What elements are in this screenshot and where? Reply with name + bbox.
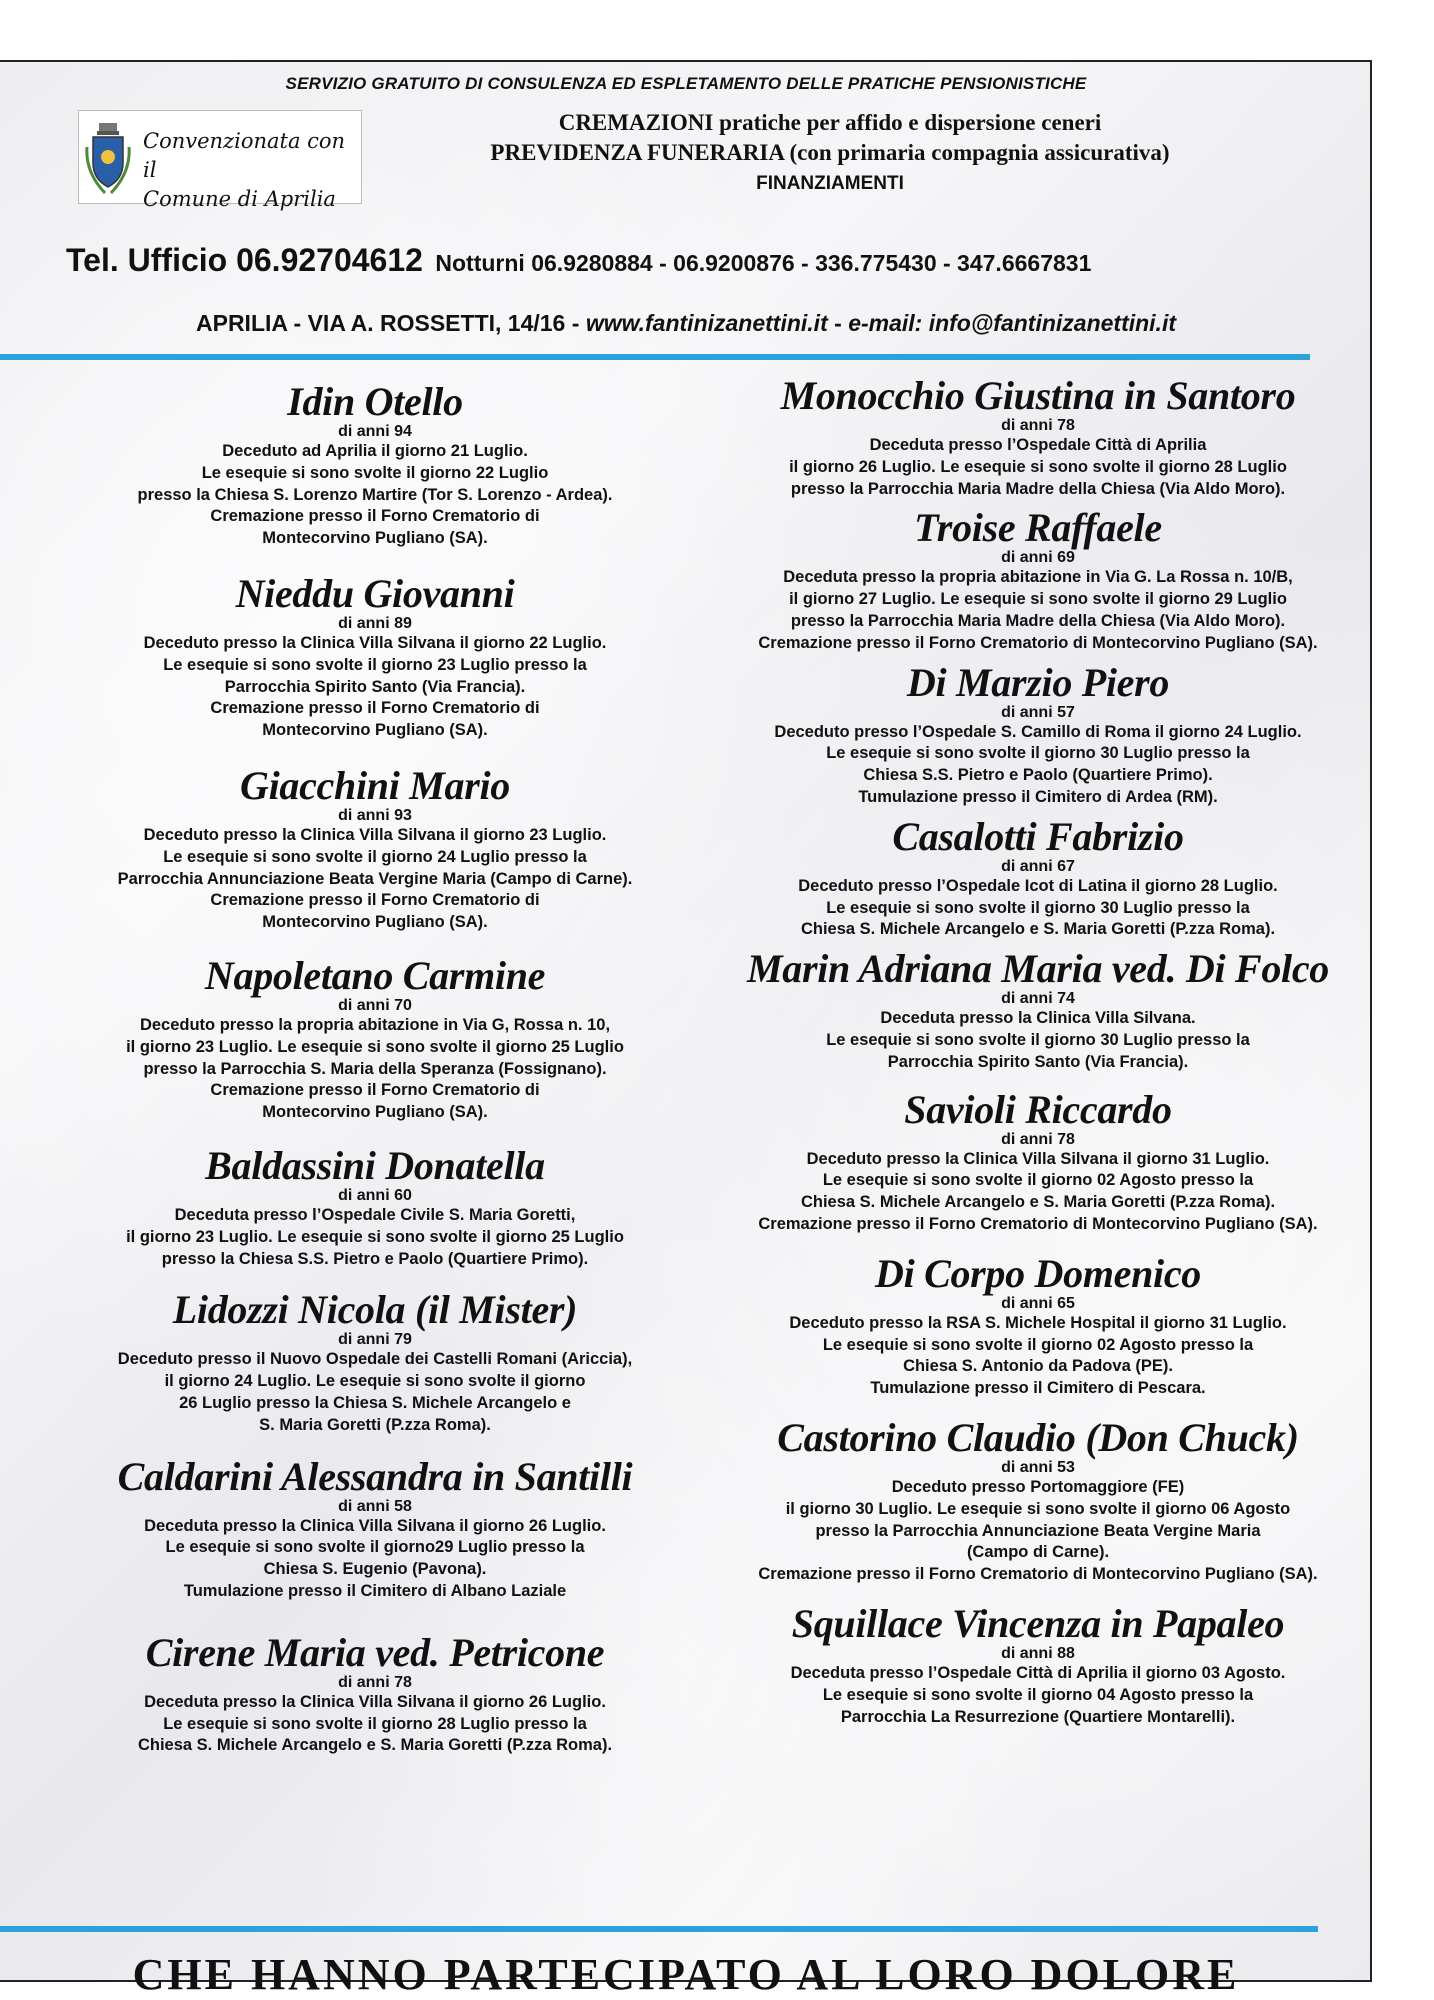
obituary-detail-line: Chiesa S. Michele Arcangelo e S. Maria Goretti (P.zza Roma).	[800, 920, 1276, 939]
obituary-detail-line: Parrocchia La Resurrezione (Quartiere Montarelli).	[840, 1707, 1236, 1726]
obituary-detail-line: Deceduto presso la Clinica Villa Silvana il giorno 31 Luglio.	[806, 1149, 1270, 1168]
obituary-detail-line: presso la Chiesa S. Lorenzo Martire (Tor S. Lorenzo - Ardea).	[137, 485, 613, 504]
obituary-detail-line: Deceduta presso la Clinica Villa Silvana il giorno 26 Luglio.	[144, 1692, 606, 1711]
deceased-name: Savioli Riccardo	[904, 1086, 1172, 1132]
obituary-detail-line: Cremazione presso il Forno Crematorio di Montecorvino Pugliano (SA).	[758, 633, 1318, 652]
obituary-detail-line: Cremazione presso il Forno Crematorio di Montecorvino Pugliano (SA).	[758, 1565, 1318, 1584]
obituary-entry	[718, 1414, 1358, 1586]
obituary-detail-line: Le esequie si sono svolte il giorno 23 Luglio presso la	[163, 655, 587, 674]
deceased-age: di anni 65	[1001, 1294, 1075, 1312]
office-phone: Tel. Ufficio 06.92704612	[66, 242, 423, 278]
obituary-detail-line: Le esequie si sono svolte il giorno 22 Luglio	[201, 463, 549, 482]
obituary-detail-line: Cremazione presso il Forno Crematorio di	[210, 507, 540, 526]
obituary-detail-line: il giorno 23 Luglio. Le esequie si sono svolte il giorno 25 Luglio	[126, 1227, 624, 1246]
obituary-detail-line: il giorno 30 Luglio. Le esequie si sono svolte il giorno 06 Agosto	[785, 1499, 1291, 1518]
deceased-name: Squillace Vincenza in Papaleo	[791, 1600, 1285, 1646]
logo-caption	[143, 127, 358, 214]
obituary-entry	[50, 570, 700, 742]
obituary-detail-line: il giorno 23 Luglio. Le esequie si sono svolte il giorno 25 Luglio	[126, 1037, 624, 1056]
obituary-detail-line: Tumulazione presso il Cimitero di Albano Laziale	[183, 1581, 567, 1600]
obituary-detail-line: Montecorvino Pugliano (SA).	[262, 913, 488, 932]
obituary-detail-line: Chiesa S. Michele Arcangelo e S. Maria Goretti (P.zza Roma).	[137, 1736, 613, 1755]
obituary-detail-line: Deceduto ad Aprilia il giorno 21 Luglio.	[222, 442, 528, 460]
page-frame	[0, 60, 1372, 1999]
obituary-detail-line: Montecorvino Pugliano (SA).	[262, 721, 488, 740]
deceased-age: di anni 89	[338, 614, 412, 632]
obituary-detail-line: Montecorvino Pugliano (SA).	[262, 529, 488, 548]
obituary-detail-line: Tumulazione presso il Cimitero di Ardea (RM).	[858, 787, 1218, 806]
deceased-age: di anni 74	[1001, 990, 1075, 1008]
deceased-age: di anni 70	[338, 996, 412, 1014]
municipality-logo	[78, 110, 362, 211]
deceased-age: di anni 60	[338, 1186, 412, 1204]
obituary-detail-line: presso la Chiesa S.S. Pietro e Paolo (Quartiere Primo).	[161, 1249, 589, 1268]
obituary-detail-line: Le esequie si sono svolte il giorno 24 Luglio presso la	[163, 847, 587, 866]
deceased-age: di anni 94	[338, 423, 412, 440]
obituary-entry	[718, 373, 1358, 500]
obituary-detail-line: Tumulazione presso il Cimitero di Pescara.	[870, 1379, 1206, 1398]
obituary-entry	[718, 505, 1358, 654]
obituary-detail-line: Deceduto presso l’Ospedale S. Camillo di Roma il giorno 24 Luglio.	[774, 722, 1302, 741]
deceased-name: Monocchio Giustina in Santoro	[780, 373, 1296, 418]
deceased-age: di anni 78	[338, 1673, 412, 1691]
deceased-age: di anni 69	[1001, 549, 1075, 567]
obituary-detail-line: Deceduta presso la Clinica Villa Silvana.	[880, 1009, 1196, 1028]
address-line	[0, 310, 1372, 337]
obituary-detail-line: Deceduta presso l’Ospedale Civile S. Maria Goretti,	[174, 1205, 576, 1224]
email-link[interactable]: e-mail: info@fantinizanettini.it	[848, 310, 1176, 336]
service-cremation: CREMAZIONI pratiche per affido e dispersione ceneri	[558, 110, 1102, 135]
service-financing: FINANZIAMENTI	[756, 173, 904, 194]
deceased-name: Di Corpo Domenico	[874, 1250, 1201, 1296]
obituary-detail-line: Deceduto presso l’Ospedale Icot di Latina il giorno 28 Luglio.	[798, 876, 1278, 895]
obituary-detail-line: Deceduta presso la Clinica Villa Silvana il giorno 26 Luglio.	[144, 1516, 606, 1535]
obituary-detail-line: Le esequie si sono svolte il giorno 02 Agosto presso la	[822, 1171, 1254, 1190]
obituary-entry	[718, 813, 1358, 941]
obituary-entry	[50, 379, 700, 550]
obituary-detail-line: il giorno 24 Luglio. Le esequie si sono svolte il giorno	[164, 1372, 586, 1391]
separator-2: -	[827, 310, 849, 336]
services-block	[370, 108, 1290, 198]
header-divider	[0, 354, 1310, 360]
obituary-detail-line: Deceduto presso Portomaggiore (FE)	[891, 1477, 1185, 1496]
deceased-name: Castorino Claudio (Don Chuck)	[777, 1414, 1299, 1460]
deceased-name: Idin Otello	[287, 379, 463, 424]
deceased-age: di anni 57	[1001, 703, 1075, 721]
obituary-detail-line: Le esequie si sono svolte il giorno 04 Agosto presso la	[822, 1685, 1254, 1704]
closing-line: CHE HANNO PARTECIPATO AL LORO DOLORE	[132, 1950, 1240, 1999]
obituary-entry	[50, 1287, 700, 1436]
deceased-name: Giacchini Mario	[240, 762, 510, 808]
crest-icon	[85, 117, 131, 197]
obituary-detail-line: il giorno 27 Luglio. Le esequie si sono svolte il giorno 29 Luglio	[789, 590, 1287, 609]
obituary-detail-line: presso la Parrocchia Maria Madre della Chiesa (Via Aldo Moro).	[790, 479, 1286, 498]
deceased-age: di anni 78	[1001, 417, 1075, 434]
deceased-age: di anni 78	[1001, 1130, 1075, 1148]
obituary-entry	[718, 1250, 1358, 1400]
obituary-detail-line: presso la Parrocchia S. Maria della Speranza (Fossignano).	[143, 1059, 607, 1078]
deceased-age: di anni 88	[1001, 1644, 1075, 1662]
night-phones: Notturni 06.9280884 - 06.9200876 - 336.775430 - 347.6667831	[435, 250, 1092, 276]
obituary-detail-line: Chiesa S.S. Pietro e Paolo (Quartiere Primo).	[863, 766, 1213, 785]
obituary-entry	[50, 952, 700, 1124]
logo-line-1: Convenzionata con il	[143, 129, 346, 182]
deceased-name: Troise Raffaele	[914, 505, 1162, 551]
obituary-detail-line: Le esequie si sono svolte il giorno 28 Luglio presso la	[163, 1714, 587, 1733]
deceased-name: Caldarini Alessandra in Santilli	[117, 1453, 633, 1499]
deceased-name: Nieddu Giovanni	[235, 570, 515, 616]
obituary-detail-line: Parrocchia Spirito Santo (Via Francia).	[887, 1052, 1189, 1071]
obituary-entry	[50, 762, 700, 934]
obituary-detail-line: Cremazione presso il Forno Crematorio di	[210, 891, 540, 910]
obituary-detail-line: (Campo di Carne).	[966, 1543, 1110, 1562]
obituary-detail-line: Le esequie si sono svolte il giorno 30 Luglio presso la	[826, 744, 1250, 763]
deceased-name: Lidozzi Nicola (il Mister)	[172, 1287, 578, 1333]
deceased-age: di anni 67	[1001, 857, 1075, 875]
obituary-entry	[718, 946, 1358, 1073]
separator-1: -	[565, 310, 586, 336]
deceased-name: Casalotti Fabrizio	[892, 813, 1184, 859]
obituary-entry	[718, 1600, 1358, 1728]
right-column	[718, 373, 1358, 1728]
obituary-entry	[718, 659, 1358, 809]
deceased-age: di anni 93	[338, 806, 412, 824]
obituary-detail-line: Deceduta presso l’Ospedale Città di Aprilia	[869, 436, 1207, 454]
obituary-detail-line: il giorno 26 Luglio. Le esequie si sono svolte il giorno 28 Luglio	[789, 457, 1287, 476]
obituary-detail-line: Chiesa S. Antonio da Padova (PE).	[903, 1357, 1173, 1376]
service-top-line: SERVIZIO GRATUITO DI CONSULENZA ED ESPLETAMENTO DELLE PRATICHE PENSIONISTICHE	[285, 74, 1087, 93]
logo-line-2: Comune di Aprilia	[143, 187, 336, 211]
obituary-detail-line: Cremazione presso il Forno Crematorio di	[210, 1081, 540, 1100]
website-link[interactable]: www.fantinizanettini.it	[585, 310, 828, 336]
obituary-detail-line: Deceduto presso la RSA S. Michele Hospital il giorno 31 Luglio.	[789, 1313, 1287, 1332]
obituary-detail-line: Chiesa S. Michele Arcangelo e S. Maria Goretti (P.zza Roma).	[800, 1193, 1276, 1212]
obituary-entry	[718, 1086, 1358, 1236]
obituary-detail-line: Parrocchia Spirito Santo (Via Francia).	[224, 677, 526, 696]
obituary-detail-line: Parrocchia Annunciazione Beata Vergine Maria (Campo di Carne).	[117, 869, 633, 888]
deceased-name: Baldassini Donatella	[205, 1142, 545, 1188]
deceased-age: di anni 79	[338, 1331, 412, 1349]
obituary-detail-line: Le esequie si sono svolte il giorno 30 Luglio presso la	[826, 1030, 1250, 1049]
deceased-name: Marin Adriana Maria ved. Di Folco	[746, 946, 1329, 992]
obituary-detail-line: Deceduta presso l’Ospedale Città di Aprilia il giorno 03 Agosto.	[790, 1663, 1286, 1682]
obituary-detail-line: Deceduto presso il Nuovo Ospedale dei Castelli Romani (Ariccia),	[117, 1350, 633, 1369]
obituary-detail-line: Cremazione presso il Forno Crematorio di	[210, 699, 540, 718]
obituary-detail-line: Deceduta presso la propria abitazione in Via G. La Rossa n. 10/B,	[783, 568, 1293, 587]
obituary-entry	[50, 1629, 700, 1757]
deceased-name: Napoletano Carmine	[204, 952, 546, 998]
obituary-detail-line: Le esequie si sono svolte il giorno29 Luglio presso la	[165, 1538, 585, 1557]
deceased-age: di anni 58	[338, 1497, 412, 1515]
street-address: APRILIA - VIA A. ROSSETTI, 14/16	[196, 310, 566, 336]
footer-divider	[0, 1926, 1318, 1932]
obituary-entry	[50, 1453, 700, 1603]
deceased-name: Cirene Maria ved. Petricone	[145, 1629, 605, 1675]
obituary-detail-line: S. Maria Goretti (P.zza Roma).	[259, 1415, 491, 1434]
obituary-detail-line: Montecorvino Pugliano (SA).	[262, 1103, 488, 1122]
deceased-name: Di Marzio Piero	[906, 659, 1170, 705]
obituary-detail-line: Chiesa S. Eugenio (Pavona).	[263, 1560, 487, 1579]
service-insurance: PREVIDENZA FUNERARIA (con primaria compagnia assicurativa)	[490, 140, 1170, 165]
obituary-detail-line: Cremazione presso il Forno Crematorio di Montecorvino Pugliano (SA).	[758, 1214, 1318, 1233]
obituary-detail-line: presso la Parrocchia Annunciazione Beata Vergine Maria	[815, 1521, 1261, 1540]
obituary-detail-line: Le esequie si sono svolte il giorno 02 Agosto presso la	[822, 1335, 1254, 1354]
phone-numbers	[66, 242, 1091, 279]
deceased-age: di anni 53	[1001, 1458, 1075, 1476]
obituary-detail-line: Deceduto presso la Clinica Villa Silvana il giorno 23 Luglio.	[143, 825, 607, 844]
obituary-detail-line: Le esequie si sono svolte il giorno 30 Luglio presso la	[826, 898, 1250, 917]
obituary-detail-line: Deceduto presso la Clinica Villa Silvana il giorno 22 Luglio.	[143, 633, 607, 652]
left-column	[50, 379, 700, 1757]
obituary-entry	[50, 1142, 700, 1270]
obituary-detail-line: presso la Parrocchia Maria Madre della Chiesa (Via Aldo Moro).	[790, 611, 1286, 630]
obituary-detail-line: 26 Luglio presso la Chiesa S. Michele Arcangelo e	[179, 1393, 571, 1412]
obituary-detail-line: Deceduto presso la propria abitazione in Via G, Rossa n. 10,	[139, 1015, 611, 1034]
